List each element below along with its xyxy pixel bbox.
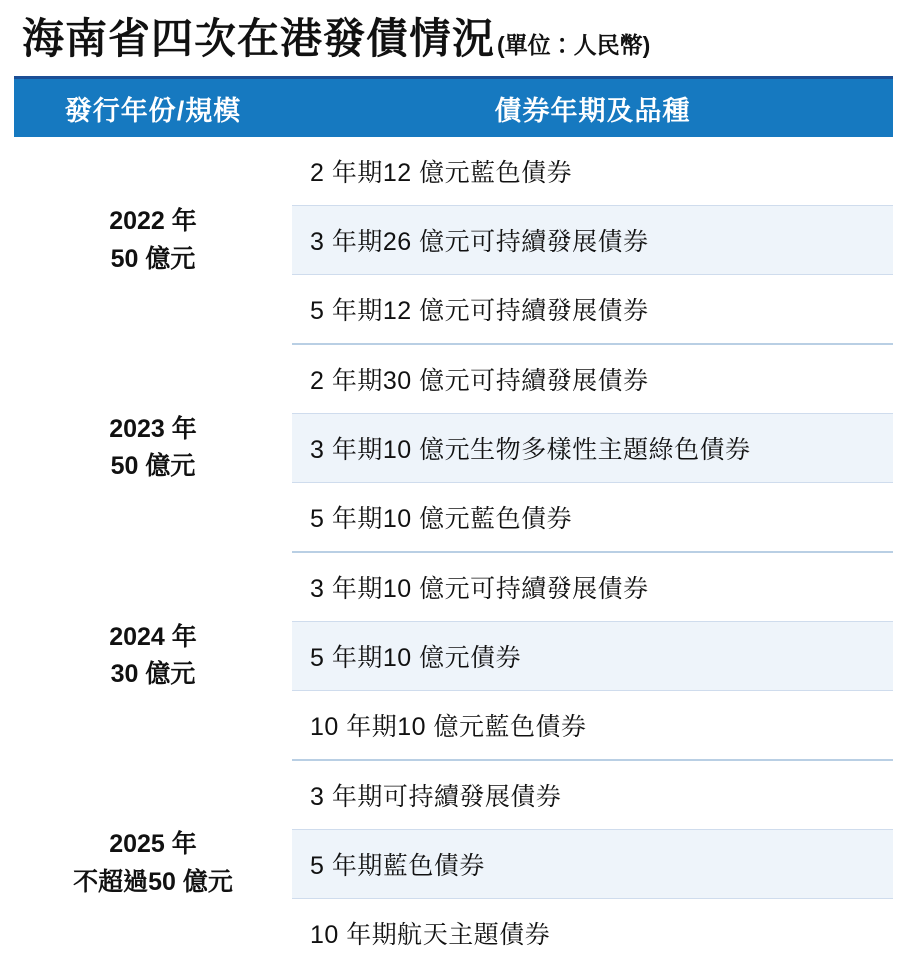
year-label: 2024 年 (109, 622, 197, 651)
column-header-year-scale: 發行年份/規模 (14, 79, 292, 137)
table-row (14, 137, 893, 206)
table-row (14, 760, 893, 830)
bond-item: 3 年期10 億元生物多樣性主題綠色債券 (292, 414, 893, 483)
bond-item: 3 年期26 億元可持續發展債券 (292, 206, 893, 275)
table-header-row (14, 79, 893, 137)
bond-item: 10 年期10 億元藍色債券 (292, 691, 893, 761)
bond-item: 3 年期10 億元可持續發展債券 (292, 552, 893, 622)
year-label: 2025 年 (109, 830, 197, 859)
table-body (14, 137, 893, 967)
bond-item: 5 年期藍色債券 (292, 830, 893, 899)
title-main-text: 海南省四次在港發債情況 (22, 15, 496, 62)
bond-item: 5 年期10 億元債券 (292, 622, 893, 691)
page-title (0, 0, 907, 72)
year-scale-cell (14, 344, 292, 552)
year-label: 2022 年 (109, 207, 197, 236)
bond-item: 10 年期航天主題債券 (292, 899, 893, 967)
year-label: 2023 年 (109, 414, 197, 443)
column-header-bond-type: 債券年期及品種 (292, 79, 893, 137)
title-unit-text: (單位：人民幣) (497, 32, 651, 58)
bond-item: 3 年期可持續發展債券 (292, 760, 893, 830)
year-scale-cell (14, 137, 292, 344)
scale-label: 50 億元 (110, 452, 196, 481)
bond-issuance-table (14, 79, 893, 967)
scale-label: 30 億元 (110, 660, 196, 689)
year-scale-cell (14, 552, 292, 760)
bond-item: 2 年期30 億元可持續發展債券 (292, 344, 893, 414)
scale-label: 50 億元 (110, 244, 196, 273)
table-row (14, 552, 893, 622)
scale-label: 不超過50 億元 (73, 867, 233, 896)
table-header (14, 79, 893, 137)
table-row (14, 344, 893, 414)
year-scale-cell (14, 760, 292, 967)
bond-item: 2 年期12 億元藍色債券 (292, 137, 893, 206)
bond-item: 5 年期12 億元可持續發展債券 (292, 275, 893, 345)
bond-item: 5 年期10 億元藍色債券 (292, 483, 893, 553)
